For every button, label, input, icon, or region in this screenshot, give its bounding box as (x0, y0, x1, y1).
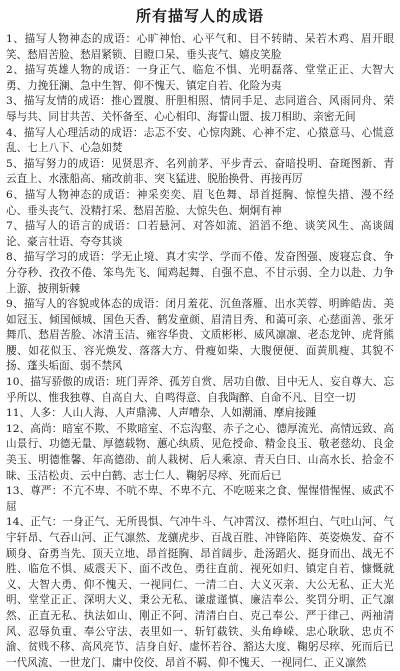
entry-11: 11、人多：人山人海、人声鼎沸、人声嘈杂、人如潮涌、摩肩接踵 (6, 407, 317, 420)
entry-1: 1、描写人物神态的成语：心旷神怡、心平气和、目不转睛、呆若木鸡、眉开眼笑、愁眉苦脸、愁眉紧锁、目瞪口呆、垂头丧气、嬉皮笑脸 (6, 33, 394, 61)
entry-7: 7、描写人的语言的成语：口若悬河、对答如流、滔滔不绝、谈笑风生、高谈阔论、豪言壮语、夸夸其谈 (6, 220, 394, 248)
entry-13: 13、尊严：不亢不卑、不吭不卑、不卑不亢、不吃嗟来之食、惺惺惜惺惺、威武不屈 (6, 485, 394, 513)
entry-4: 4、描写人心理活动的成语：忐忑不安、心惊肉跳、心神不定、心猿意马、心慌意乱、七上八下、心急如焚 (6, 126, 394, 155)
entry-8: 8、描写学习的成语：学无止境、真才实学、学而不倦、发奋图强、废寝忘食、争分夺秒、孜孜不倦、笨鸟先飞、闻鸡起舞、自强不息、不甘示弱、全力以赴、力争上游、披荆斩棘 (6, 251, 394, 295)
page-title: 所有描写人的成语 (135, 7, 264, 25)
entry-14: 14、正气：一身正气、无所畏惧、气冲牛斗、气冲霄汉、襟怀坦白、气吐山河、气宇轩昂、气吞山河、正气凛然、龙骧虎步、百战百胜、冲锋陷阵、英姿焕发、奋不顾身、奋勇当先、顶天立地、昂首挺胸、昂首阔步、赴汤蹈火、挺身而出、战无不胜、临危不惧、威震天下、面不改色、勇往直前、视死如归、镇定自若、慷慨就义、大智大勇、仰不愧天、一视同仁、一清二白、大义灭亲、大公无私、正大光明、堂堂正正、深明大义、秉公无私、谦虚谨慎、廉洁奉公、奖罚分明、正气凛然、正直无私、执法如山、刚正不阿、清清白白、克己奉公、严于律己、两袖清风、忍辱负重、奉公守法、表里如一、斩钉截铁、头角峥嵘、忠心耿耿、忠贞不渝、贫贱不移、高风亮节、洁身自好、虚怀若谷、豁达大度、鞠躬尽瘁、死而后已一代风流、一世龙门、庸中佼佼、昂首不羁、仰不愧天、一视同仁、正义凛然 (6, 516, 394, 669)
entry-3: 3、描写友情的成语：推心置腹、肝胆相照、情同手足、志同道合、风雨同舟、荣辱与共、同甘共苦、关怀备至、心心相印、海誓山盟、拔刀相助、亲密无间 (6, 95, 394, 123)
document-body (0, 32, 400, 671)
entry-12: 12、高尚：暗室不欺、不欺暗室、不忘沟壑、赤子之心、德厚流光、高情远致、高山景行、功德无量、厚德载物、蕙心纨质、见危授命、精金良玉、敬老慈幼、良金美玉、明德惟馨、年高德劭、前人栽树、后人乘凉、青天白日、山高水长、拾金不昧、玉洁松贞、云中白鹤、志士仁人、鞠躬尽瘁、死而后已 (6, 422, 394, 482)
entry-6: 6、描写人物神态的成语：神采奕奕、眉飞色舞、昂首挺胸、惊惶失措、漫不经心、垂头丧气、没精打采、愁眉苦脸、大惊失色、炯炯有神 (6, 188, 394, 217)
entry-9: 9、描写人的容貌或体态的成语：闭月羞花、沉鱼落雁、出水芙蓉、明眸皓齿、美如冠玉、倾国倾城、国色天香、鹤发童颜、眉清目秀、和蔼可亲、心慈面善、张牙舞爪、愁眉苦脸、冰清玉洁、雍容华贵、文质彬彬、威风凛凛、老态龙钟、虎背熊腰、如花似玉、容光焕发、落落大方、骨瘦如柴、大腹便便、面黄肌瘦、其貌不扬、蓬头垢面、弱不禁风 (6, 298, 394, 373)
entry-2: 2、描写英雄人物的成语：一身正气、临危不惧、光明磊落、堂堂正正、大智大勇、力挽狂澜、急中生智、仰不愧天、镇定自若、化险为夷 (6, 64, 394, 92)
entry-10: 10、描写骄傲的成语：班门弄斧、孤芳自赏、居功自傲、目中无人、妄自尊大、忘乎所以、惟我独尊、自高自大、自鸣得意、自我陶醉、自命不凡、目空一切 (6, 376, 394, 404)
entry-5: 5、描写努力的成语：见贤思齐、名列前茅、平步青云、奋暗投明、奋斑图新、青云直上、水涨船高、痛改前非、突飞猛进、脱胎换骨、再接再厉 (6, 157, 394, 186)
